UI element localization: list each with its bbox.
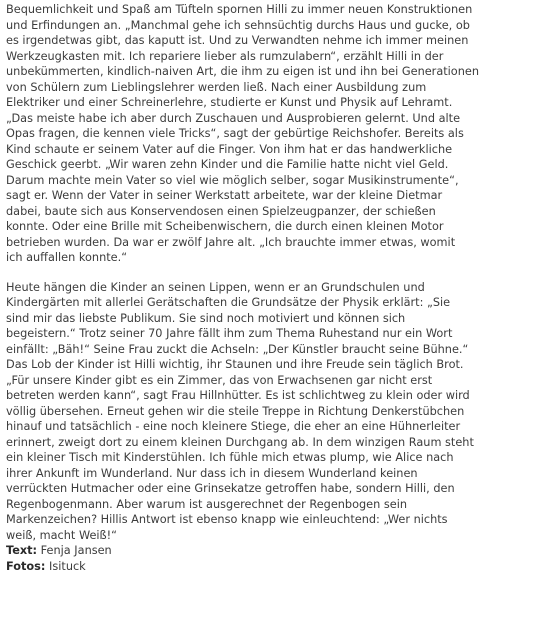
paragraph-line: unbekümmerten, kindlich-naiven Art, die ihm zu eigen ist und ihn bei Generationen [6, 65, 479, 78]
paragraph-line: Darum machte mein Vater so viel wie möglich selber, sogar Musikinstrumente“, [6, 173, 459, 187]
paragraph-line: sagt er. Wenn der Vater in seiner Werkstatt arbeitete, war der kleine Dietmar [6, 189, 443, 202]
article-body [6, 2, 542, 574]
paragraph-line: und Erfindungen an. „Manchmal gehe ich sehnsüchtig durchs Haus und gucke, ob [6, 18, 470, 32]
paragraph-line: hinauf und tatsächlich - eine noch kleinere Stiege, die eher an eine Hühnerleiter [6, 420, 461, 433]
paragraph-line: es irgendetwas gibt, das kaputt ist. Und zu Verwandten nehme ich immer meinen [6, 34, 469, 47]
paragraph-line: Elektriker und einer Schreinerlehre, studierte er Kunst und Physik auf Lehramt. [6, 96, 453, 109]
paragraph-line: Geschick geerbt. „Wir waren zehn Kinder und die Familie hatte nicht viel Geld. [6, 158, 449, 171]
paragraph-line: ich auffallen konnte.“ [6, 251, 128, 264]
paragraph-line: betrieben wurden. Da war er zwölf Jahre alt. „Ich brauchte immer etwas, womit [6, 235, 456, 249]
paragraph-line: Opas fragen, die kennen viele Tricks“, sagt der gebürtige Reichshofer. Bereits als [6, 127, 464, 140]
text-credit-label: Text: [6, 544, 38, 557]
paragraph-line: von Schülern zum Lieblingslehrer werden ließ. Nach einer Ausbildung zum [6, 80, 427, 94]
paragraph-line: erinnert, zweigt dort zu einem kleinen Durchgang ab. In dem winzigen Raum steht [6, 435, 474, 449]
photo-credit-label: Fotos: [6, 559, 46, 573]
photo-credit-author: Isituck [45, 559, 86, 573]
paragraph-line: einfällt: „Bäh!“ Seine Frau zuckt die Achseln: „Der Künstler braucht seine Bühne.“ [6, 342, 469, 356]
paragraph-line: Werkzeugkasten mit. Ich repariere lieber als rumzulabern“, erzählt Hilli in der [6, 49, 444, 63]
paragraph-line: ihrer Ankunft im Wunderland. Nur dass ich in diesem Wunderland keinen [6, 466, 418, 480]
credits [6, 543, 542, 574]
text-credit-author: Fenja Jansen [37, 544, 112, 557]
paragraph-line: betreten werden kann“, sagt Frau Hillnhütter. Es ist schlichtweg zu klein oder wird [6, 389, 470, 402]
paragraph-line: Kindergärten mit allerlei Gerätschaften die Grundsätze der Physik erklärt: „Sie [6, 296, 451, 309]
photo-credit [6, 559, 542, 575]
paragraph-line: Bequemlichkeit und Spaß am Tüfteln spornen Hilli zu immer neuen Konstruktionen [6, 3, 473, 16]
paragraph-line: Heute hängen die Kinder an seinen Lippen, wenn er an Grundschulen und [6, 280, 425, 294]
paragraph-line: Regenbogenmann. Aber warum ist ausgerechnet der Regenbogen sein [6, 497, 408, 511]
paragraph-line: „Für unsere Kinder gibt es ein Zimmer, das von Erwachsenen gar nicht erst [6, 373, 433, 387]
paragraph-2 [6, 280, 542, 544]
paragraph-1 [6, 2, 542, 266]
paragraph-line: „Das meiste habe ich aber durch Zuschauen und Ausprobieren gelernt. Und alte [6, 111, 461, 125]
paragraph-line: sind mir das liebste Publikum. Sie sind noch motiviert und können sich [6, 311, 406, 325]
paragraph-line: begeistern.“ Trotz seiner 70 Jahre fällt ihm zum Thema Ruhestand nur ein Wort [6, 327, 453, 340]
text-credit [6, 543, 542, 559]
paragraph-line: Das Lob der Kinder ist Hilli wichtig, ihr Staunen und ihre Freude sein täglich Brot. [6, 358, 464, 371]
paragraph-line: dabei, baute sich aus Konservendosen einen Spielzeugpanzer, der schießen [6, 204, 436, 218]
paragraph-line: völlig übersehen. Erneut gehen wir die steile Treppe in Richtung Denkerstübchen [6, 404, 465, 418]
paragraph-line: Markenzeichen? Hillis Antwort ist ebenso knapp wie einleuchtend: „Wer nichts [6, 513, 448, 526]
paragraph-line: konnte. Oder eine Brille mit Scheibenwischern, die durch einen kleinen Motor [6, 220, 444, 233]
paragraph-line: Kind schaute er seinem Vater auf die Finger. Von ihm hat er das handwerkliche [6, 142, 453, 156]
paragraph-line: weiß, macht Weiß!“ [6, 528, 118, 542]
paragraph-line: ein kleiner Tisch mit Kinderstühlen. Ich fühle mich etwas plump, wie Alice nach [6, 451, 454, 464]
paragraph-line: verrückten Hutmacher oder eine Grinsekatze getroffen habe, sondern Hilli, den [6, 482, 455, 495]
